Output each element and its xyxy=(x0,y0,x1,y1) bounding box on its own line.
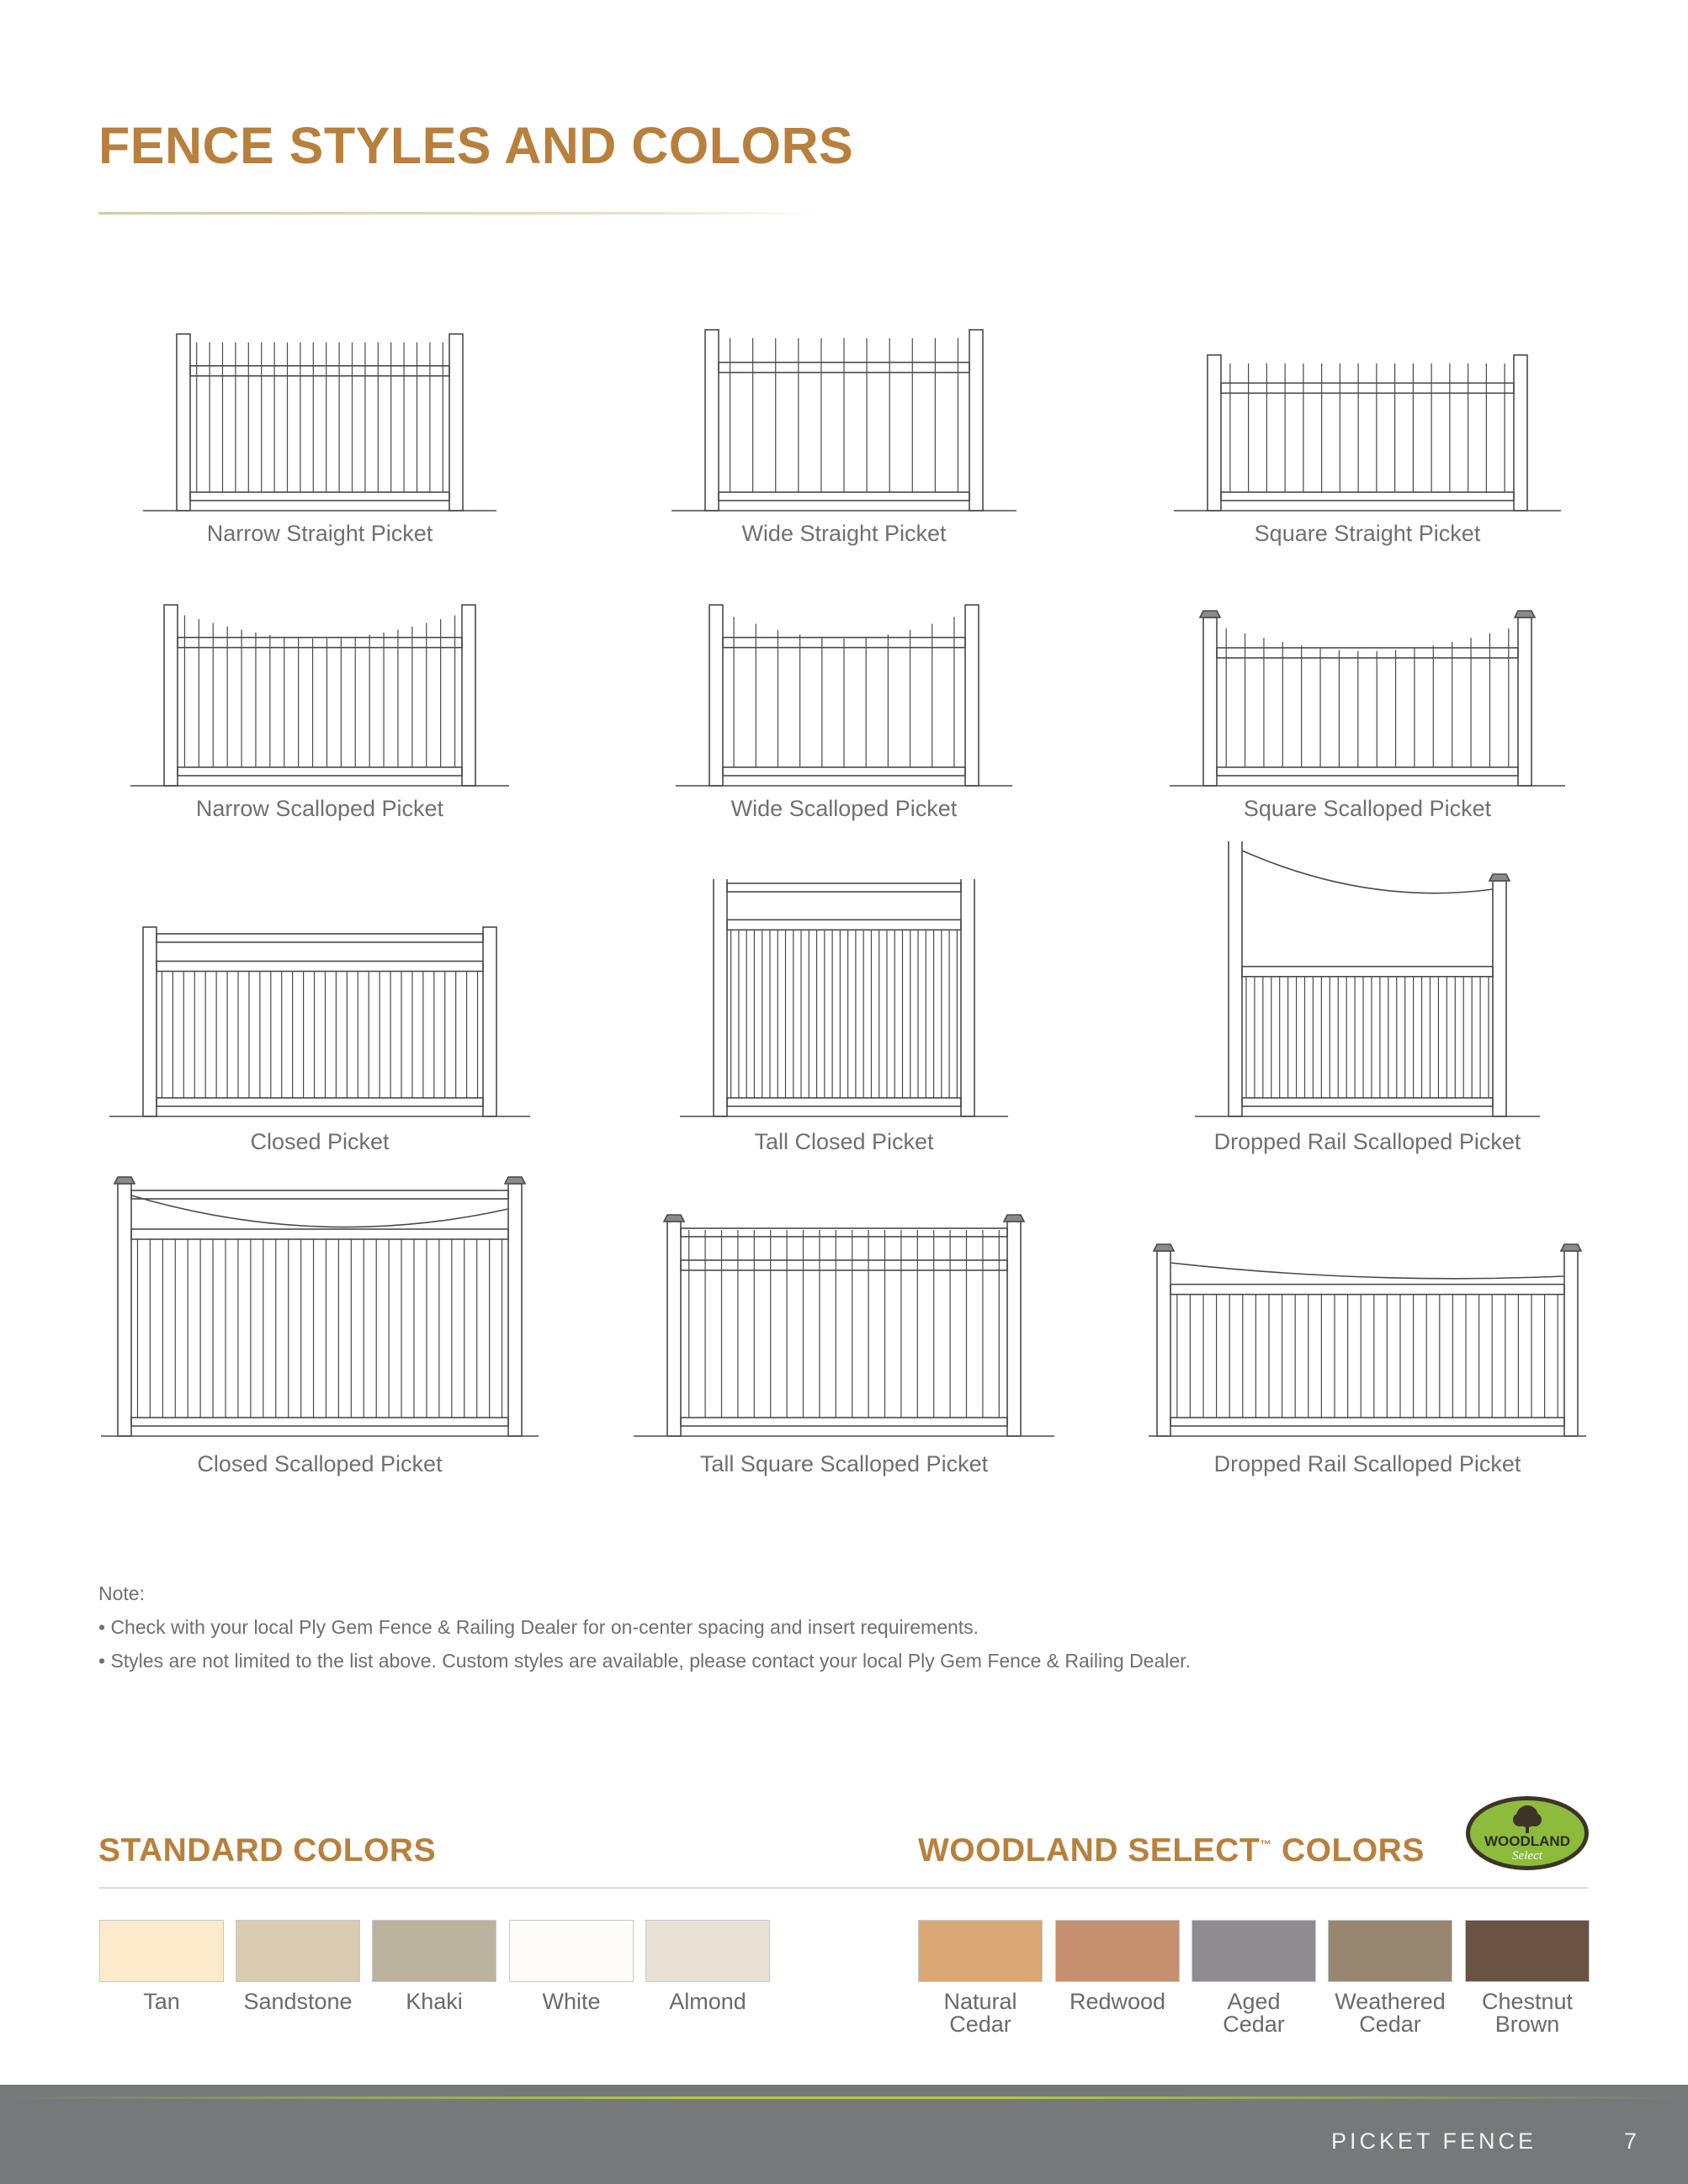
color-chip xyxy=(1465,1920,1590,1982)
color-swatch-chestnut-brown xyxy=(1465,1920,1590,2036)
fence-style-dropped-rail-scalloped-picket xyxy=(1149,841,1586,1165)
color-name xyxy=(1192,1991,1316,2036)
fence-style-label: Narrow Scalloped Picket xyxy=(195,796,444,821)
color-name-line: Cedar xyxy=(1359,2012,1421,2037)
fence-illustration xyxy=(625,1174,1063,1485)
color-swatch-aged-cedar xyxy=(1192,1920,1316,2036)
fence-illustration xyxy=(625,879,1063,1165)
color-chip xyxy=(99,1920,224,1982)
fence-style-label: Tall Square Scalloped Picket xyxy=(699,1451,989,1476)
fence-illustration xyxy=(101,1174,539,1485)
standard-colors-title: STANDARD COLORS xyxy=(98,1832,437,1869)
color-chip xyxy=(509,1920,634,1982)
fence-illustration xyxy=(1149,1174,1586,1485)
color-chip xyxy=(1192,1920,1316,1982)
fence-style-label: Dropped Rail Scalloped Picket xyxy=(1213,1451,1521,1476)
fence-style-tall-square-scalloped-picket xyxy=(625,1174,1063,1485)
badge-script: Select xyxy=(1512,1849,1542,1863)
fence-style-label: Wide Straight Picket xyxy=(741,521,947,546)
color-name: Khaki xyxy=(406,1989,463,2014)
color-name-line: Natural xyxy=(943,1989,1017,2014)
fence-style-square-scalloped-picket xyxy=(1149,582,1586,835)
colors-divider xyxy=(98,1887,1588,1889)
page-number: 7 xyxy=(1624,2128,1638,2154)
note-line: • Check with your local Ply Gem Fence & Railing Dealer for on-center spacing and insert requirements. xyxy=(98,1616,979,1638)
fence-illustration xyxy=(101,879,539,1165)
color-chip xyxy=(1328,1920,1452,1982)
fence-style-square-straight-picket xyxy=(1149,307,1586,559)
color-name-line: Cedar xyxy=(1223,2012,1285,2037)
woodland-select-badge xyxy=(1464,1794,1590,1876)
fence-style-label: Tall Closed Picket xyxy=(754,1129,934,1154)
fence-style-narrow-scalloped-picket xyxy=(101,582,539,835)
fence-style-label: Dropped Rail Scalloped Picket xyxy=(1213,1129,1521,1154)
color-swatch-redwood xyxy=(1055,1920,1180,2013)
notes-block xyxy=(98,1577,1191,1678)
color-name: Tan xyxy=(143,1989,180,2014)
woodland-colors-title xyxy=(918,1832,1425,1869)
fence-style-closed-scalloped-picket xyxy=(101,1174,539,1485)
fence-style-wide-straight-picket xyxy=(625,307,1063,559)
color-name-line: Brown xyxy=(1494,2012,1560,2037)
color-name: White xyxy=(542,1989,601,2014)
color-swatch-white xyxy=(509,1920,634,2013)
woodland-title-name: WOODLAND SELECT xyxy=(918,1832,1261,1869)
color-name xyxy=(918,1991,1043,2036)
fence-illustration xyxy=(1149,841,1586,1165)
color-chip xyxy=(1055,1920,1180,1982)
fence-style-label: Wide Scalloped Picket xyxy=(730,796,958,821)
color-name-line: Weathered xyxy=(1335,1989,1446,2014)
color-swatch-weathered-cedar xyxy=(1328,1920,1452,2036)
woodland-title-suffix: COLORS xyxy=(1282,1832,1425,1869)
color-chip xyxy=(372,1920,496,1982)
fence-style-tall-closed-picket xyxy=(625,879,1063,1165)
note-heading: Note: xyxy=(98,1582,145,1604)
fence-style-closed-picket xyxy=(101,879,539,1165)
fence-style-wide-scalloped-picket xyxy=(625,582,1063,835)
color-swatch-almond xyxy=(645,1920,770,2013)
color-name xyxy=(1465,1991,1590,2036)
fence-style-dropped-rail-scalloped-picket-2 xyxy=(1149,1174,1586,1485)
color-swatch-sandstone xyxy=(236,1920,360,2013)
title-divider xyxy=(98,212,831,215)
woodland-badge-logo xyxy=(1464,1794,1590,1872)
footer-section-label: PICKET FENCE xyxy=(1331,2128,1537,2154)
color-name-line: Cedar xyxy=(949,2012,1011,2037)
color-chip xyxy=(236,1920,360,1982)
color-chip xyxy=(645,1920,770,1982)
color-swatch-khaki xyxy=(372,1920,496,2013)
fence-style-label: Closed Scalloped Picket xyxy=(197,1451,443,1476)
footer-accent-line xyxy=(0,2097,1688,2099)
color-name xyxy=(1055,1991,1180,2013)
color-swatch-tan xyxy=(99,1920,224,2013)
fence-style-narrow-straight-picket xyxy=(101,307,539,559)
badge-text: WOODLAND xyxy=(1484,1833,1570,1849)
color-name xyxy=(1328,1991,1452,2036)
color-swatch-natural-cedar xyxy=(918,1920,1043,2036)
color-name-line: Aged xyxy=(1227,1989,1281,2014)
fence-style-label: Closed Picket xyxy=(250,1129,390,1154)
note-line: • Styles are not limited to the list above. Custom styles are available, please contact your local Ply Gem Fence & Railing Dealer. xyxy=(98,1650,1191,1672)
fence-style-label: Square Scalloped Picket xyxy=(1243,796,1492,821)
trademark-symbol: ™ xyxy=(1260,1837,1272,1851)
fence-style-label: Narrow Straight Picket xyxy=(206,521,433,546)
page-title: FENCE STYLES AND COLORS xyxy=(98,117,854,174)
fence-style-label: Square Straight Picket xyxy=(1254,521,1481,546)
color-name: Almond xyxy=(669,1989,746,2014)
color-name-line: Redwood xyxy=(1069,1989,1166,2014)
color-name: Sandstone xyxy=(243,1989,353,2014)
color-name-line: Chestnut xyxy=(1481,1989,1574,2014)
color-chip xyxy=(918,1920,1043,1982)
